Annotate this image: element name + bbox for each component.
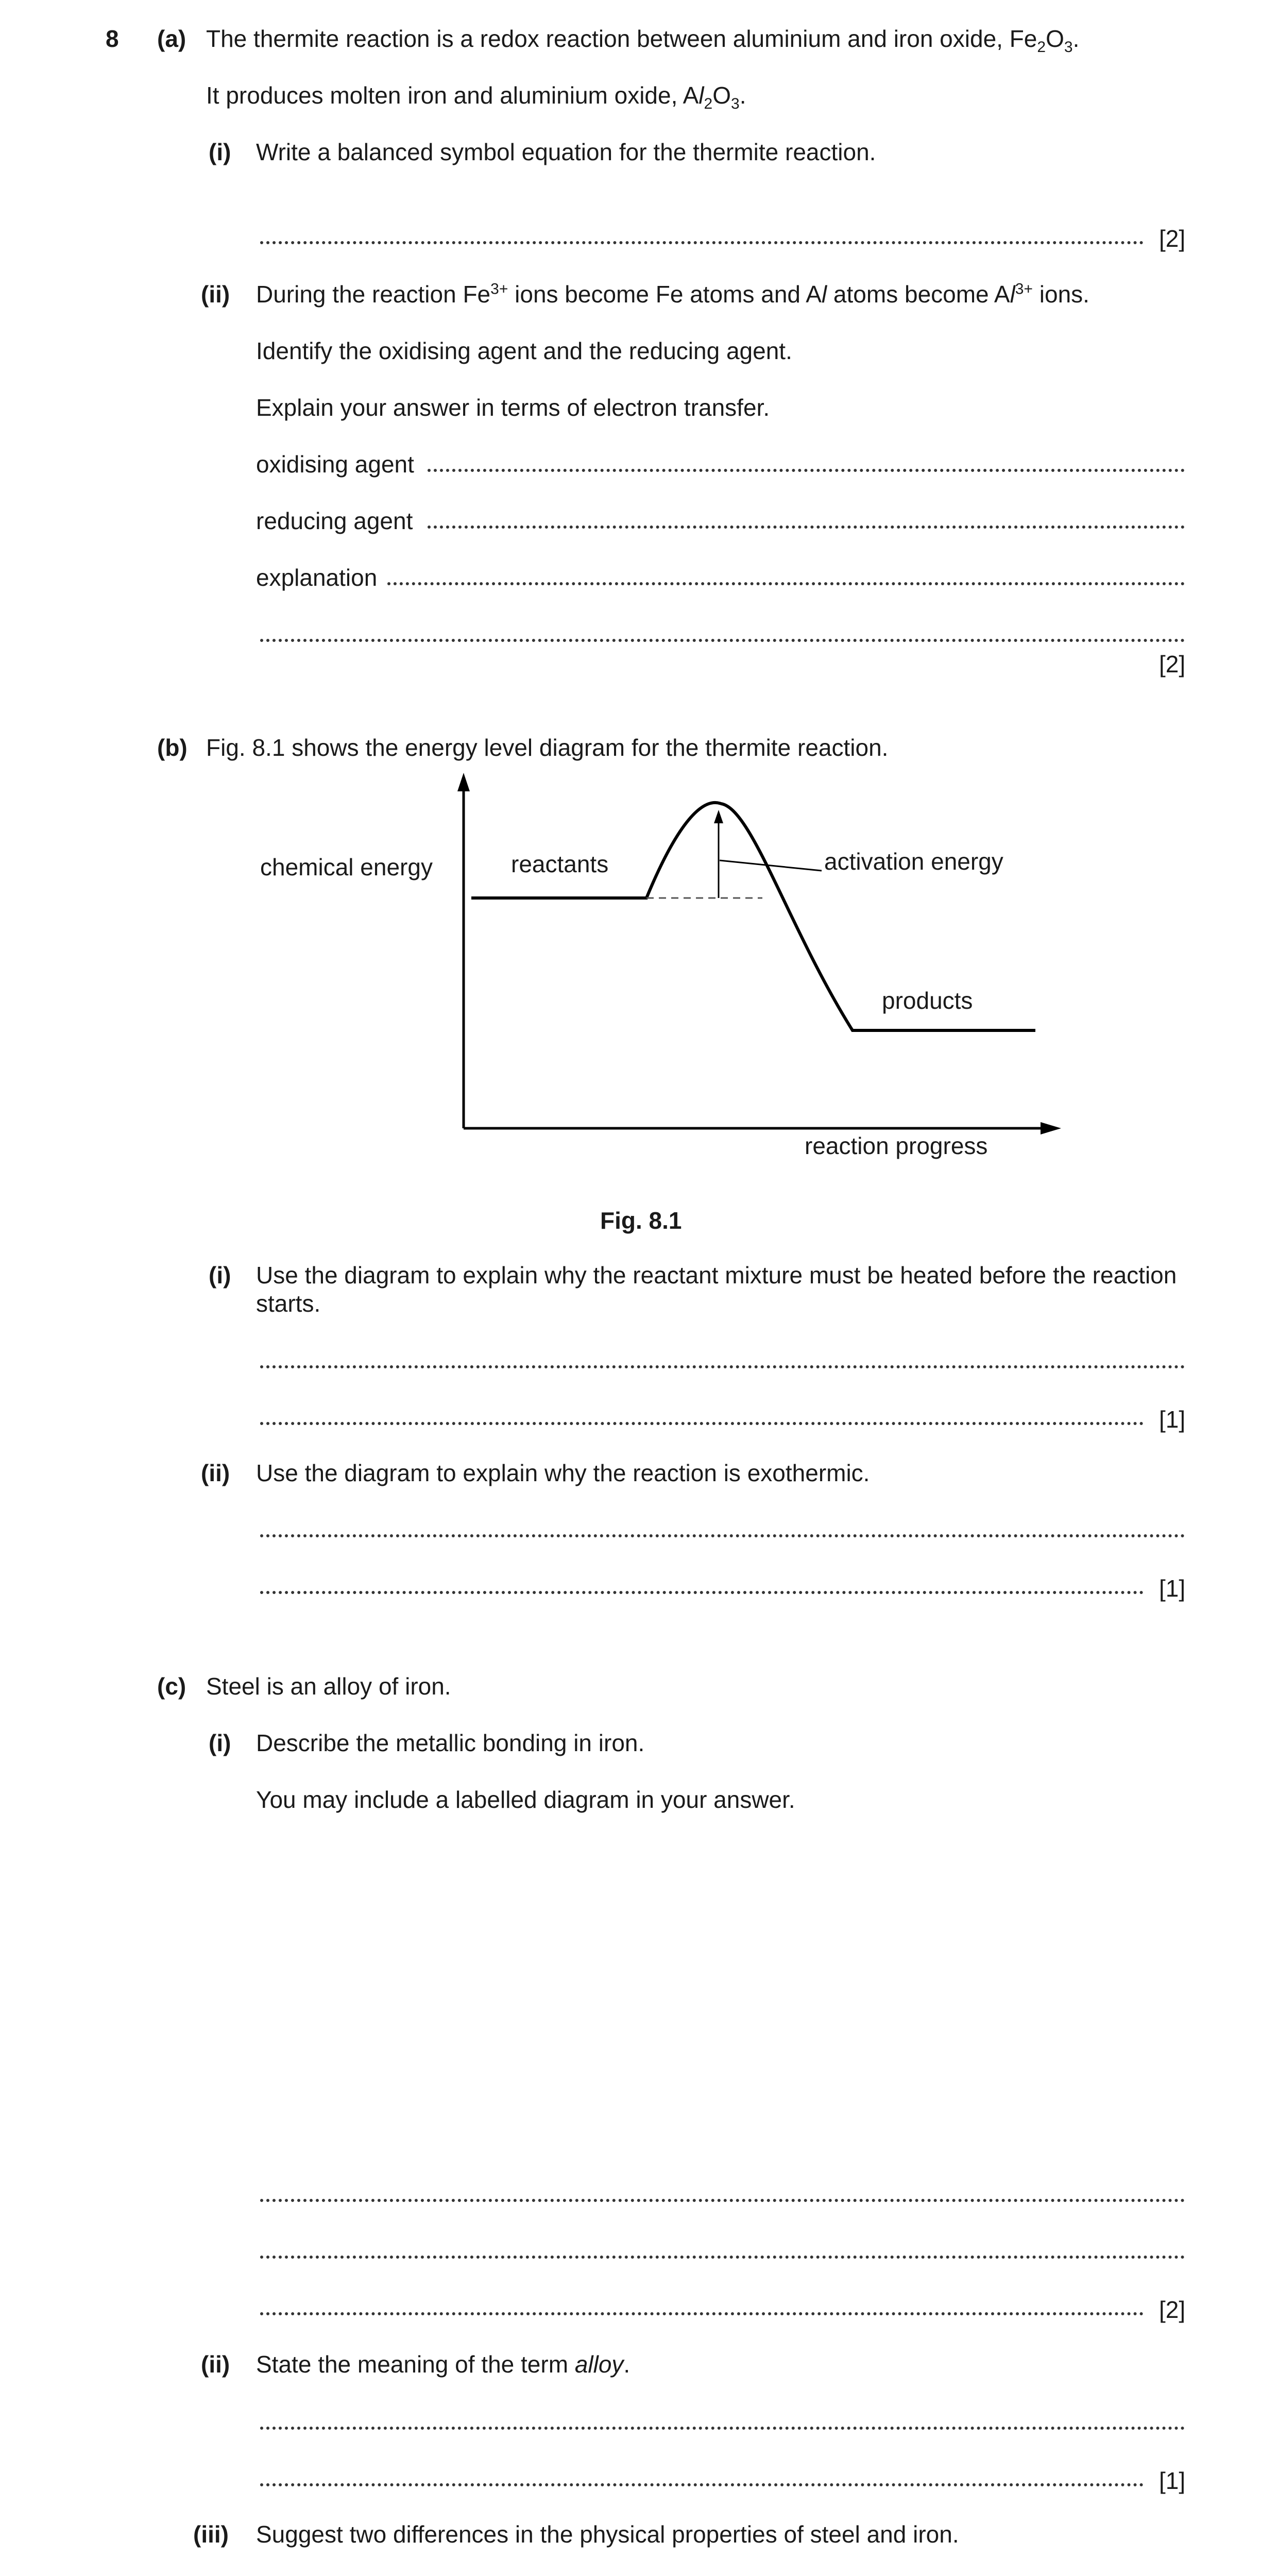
y-axis-label: chemical energy bbox=[260, 854, 433, 880]
answer-line-c-ii-2[interactable] bbox=[260, 2483, 1144, 2486]
part-a-label: (a) bbox=[157, 25, 186, 52]
explanation-label: explanation bbox=[256, 564, 378, 591]
part-b-i-label: (i) bbox=[209, 1262, 231, 1289]
answer-line-reducing-agent[interactable] bbox=[428, 526, 1185, 529]
a-ii-mid2: atoms become A bbox=[827, 281, 1010, 308]
part-a-ii-line3: Explain your answer in terms of electron transfer. bbox=[256, 394, 770, 421]
a-ii-post: ions. bbox=[1033, 281, 1089, 308]
activation-energy-arrowhead bbox=[714, 810, 723, 823]
a-ii-pre: During the reaction Fe bbox=[256, 281, 491, 308]
answer-line-b-i-1[interactable] bbox=[260, 1365, 1185, 1368]
intro2-l: l bbox=[698, 82, 704, 109]
part-c-i-line2: You may include a labelled diagram in your answer. bbox=[256, 1786, 795, 1813]
x-axis-label: reaction progress bbox=[805, 1132, 988, 1159]
c-ii-post: . bbox=[623, 2351, 631, 2378]
part-b-ii-label: (ii) bbox=[201, 1460, 230, 1486]
part-c-i-text: Describe the metallic bonding in iron. bbox=[256, 1730, 645, 1756]
mark-b-i: [1] bbox=[1159, 1406, 1186, 1433]
part-a-intro-line1 bbox=[206, 25, 1080, 56]
answer-line-b-ii-2[interactable] bbox=[260, 1591, 1144, 1594]
a-ii-l1: l bbox=[821, 281, 827, 308]
diagram-answer-space[interactable] bbox=[256, 1824, 1183, 2174]
reducing-agent-label: reducing agent bbox=[256, 507, 413, 534]
part-b-label: (b) bbox=[157, 734, 188, 761]
answer-line-b-ii-1[interactable] bbox=[260, 1534, 1185, 1537]
activation-energy-leader-line bbox=[720, 860, 822, 871]
part-a-ii-line2: Identify the oxidising agent and the reducing agent. bbox=[256, 337, 792, 364]
answer-line-explanation-1[interactable] bbox=[387, 582, 1185, 585]
part-c-label: (c) bbox=[157, 1673, 186, 1700]
intro1-sub1: 2 bbox=[1037, 39, 1046, 56]
intro2-sub1: 2 bbox=[704, 95, 713, 113]
activation-energy-label: activation energy bbox=[824, 848, 1003, 875]
y-axis-arrowhead bbox=[457, 773, 470, 791]
part-a-i-text: Write a balanced symbol equation for the thermite reaction. bbox=[256, 139, 876, 165]
answer-line-c-i-1[interactable] bbox=[260, 2199, 1185, 2202]
answer-line-c-i-2[interactable] bbox=[260, 2256, 1185, 2259]
part-a-ii-label: (ii) bbox=[201, 281, 230, 308]
part-c-iii-label: (iii) bbox=[193, 2521, 229, 2548]
intro2-post: . bbox=[739, 82, 746, 109]
figure-caption: Fig. 8.1 bbox=[600, 1207, 682, 1234]
part-a-ii-text bbox=[256, 280, 1089, 309]
energy-level-diagram bbox=[453, 773, 1071, 1133]
part-b-intro: Fig. 8.1 shows the energy level diagram for the thermite reaction. bbox=[206, 734, 889, 761]
part-c-ii-label: (ii) bbox=[201, 2351, 230, 2378]
question-number: 8 bbox=[106, 25, 119, 52]
c-ii-term: alloy bbox=[574, 2351, 624, 2378]
part-b-i-text: Use the diagram to explain why the reactant mixture must be heated before the reaction starts. bbox=[256, 1262, 1177, 1317]
intro2-mid: O bbox=[712, 82, 731, 109]
part-a-i-label: (i) bbox=[209, 139, 231, 165]
a-ii-sup1: 3+ bbox=[490, 280, 508, 298]
a-ii-sup2: 3+ bbox=[1015, 280, 1033, 298]
intro1-mid: O bbox=[1046, 25, 1064, 52]
intro1-text: The thermite reaction is a redox reaction between aluminium and iron oxide, Fe bbox=[206, 25, 1037, 52]
answer-line-c-i-3[interactable] bbox=[260, 2312, 1144, 2315]
a-ii-l2: l bbox=[1010, 281, 1015, 308]
part-c-i-label: (i) bbox=[209, 1730, 231, 1756]
mark-a-i: [2] bbox=[1159, 225, 1186, 252]
oxidising-agent-label: oxidising agent bbox=[256, 451, 414, 478]
a-ii-mid1: ions become Fe atoms and A bbox=[508, 281, 822, 308]
mark-c-i: [2] bbox=[1159, 2296, 1186, 2323]
c-ii-pre: State the meaning of the term bbox=[256, 2351, 575, 2378]
part-c-iii-text: Suggest two differences in the physical properties of steel and iron. bbox=[256, 2521, 959, 2548]
intro2-sub2: 3 bbox=[731, 95, 740, 113]
part-c-ii-text bbox=[256, 2350, 630, 2379]
answer-line-oxidising-agent[interactable] bbox=[428, 469, 1185, 472]
intro2-text: It produces molten iron and aluminium oxide, A bbox=[206, 82, 699, 109]
answer-line-explanation-2[interactable] bbox=[260, 639, 1185, 642]
part-b-ii-text: Use the diagram to explain why the reaction is exothermic. bbox=[256, 1460, 870, 1486]
intro1-sub2: 3 bbox=[1064, 39, 1073, 56]
mark-c-ii: [1] bbox=[1159, 2467, 1186, 2494]
answer-line-a-i[interactable] bbox=[260, 241, 1144, 244]
mark-b-ii: [1] bbox=[1159, 1575, 1186, 1602]
reactants-label: reactants bbox=[511, 851, 609, 877]
part-a-intro-line2 bbox=[206, 81, 746, 113]
part-c-intro: Steel is an alloy of iron. bbox=[206, 1673, 451, 1700]
products-label: products bbox=[882, 987, 973, 1014]
intro1-post: . bbox=[1072, 25, 1080, 52]
answer-line-c-ii-1[interactable] bbox=[260, 2427, 1185, 2430]
mark-a-ii: [2] bbox=[1159, 651, 1186, 677]
x-axis-arrowhead bbox=[1041, 1122, 1061, 1134]
answer-line-b-i-2[interactable] bbox=[260, 1422, 1144, 1425]
